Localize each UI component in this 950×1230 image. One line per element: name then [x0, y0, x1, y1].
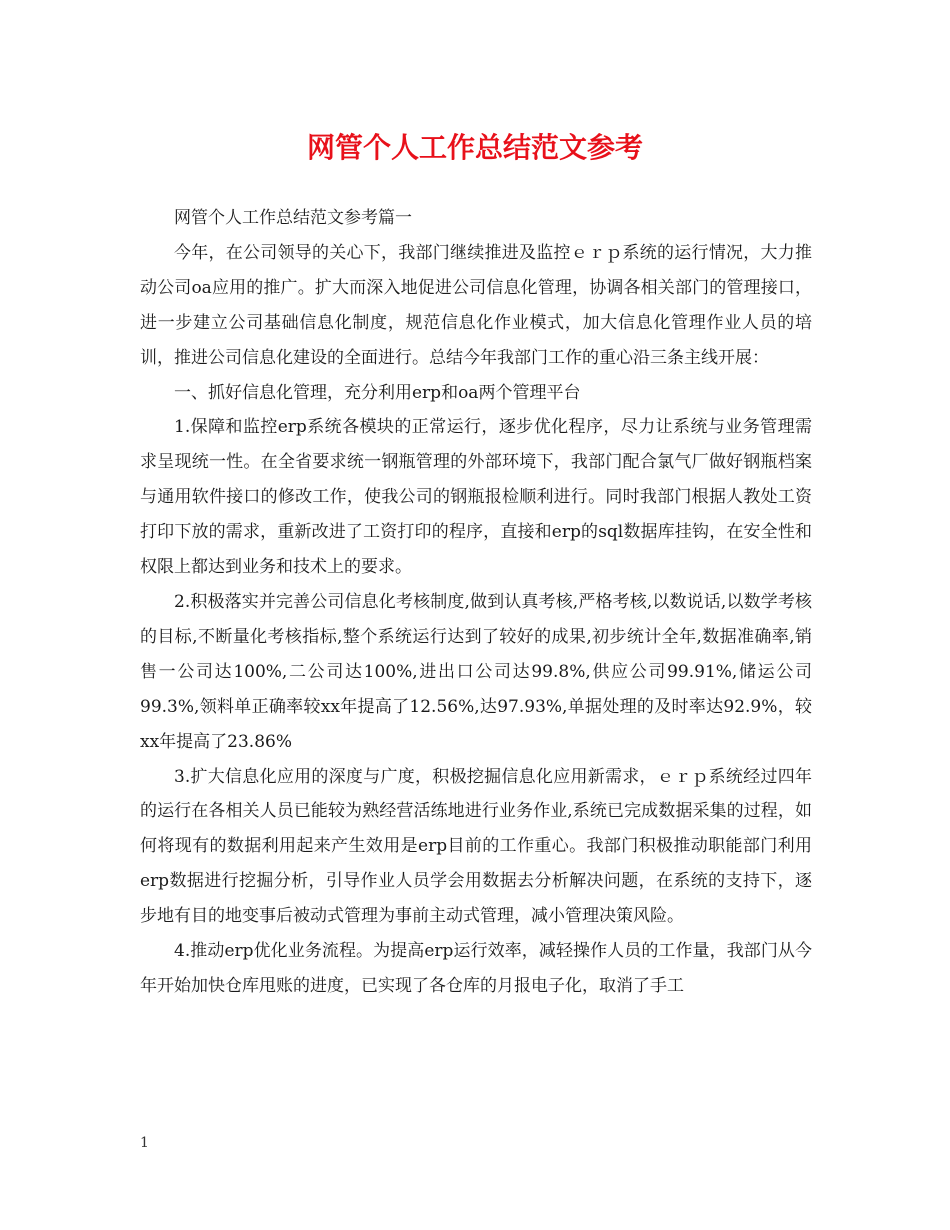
document-body: [140, 201, 812, 1004]
paragraph: 1.保障和监控erp系统各模块的正常运行，逐步优化程序，尽力让系统与业务管理需求呈现统一性。在全省要求统一钢瓶管理的外部环境下，我部门配合氯气厂做好钢瓶档案与通用软件接口的修改工作，使我公司的钢瓶报检顺利进行。同时我部门根据人教处工资打印下放的需求，重新改进了工资打印的程序，直接和erp的sql数据库挂钩，在安全性和权限上都达到业务和技术上的要求。: [140, 417, 812, 578]
document-title: 网管个人工作总结范文参考: [306, 131, 643, 164]
paragraph: 今年，在公司领导的关心下，我部门继续推进及监控ｅｒｐ系统的运行情况，大力推动公司oa应用的推广。扩大而深入地促进公司信息化管理，协调各相关部门的管理接口，进一步建立公司基础信息化制度，规范信息化作业模式，加大信息化管理作业人员的培训，推进公司信息化建设的全面进行。总结今年我部门工作的重心沿三条主线开展：: [140, 242, 812, 368]
section-heading: 一、抓好信息化管理，充分利用erp和oa两个管理平台: [174, 382, 581, 403]
paragraph: 3.扩大信息化应用的深度与广度，积极挖掘信息化应用新需求，ｅｒｐ系统经过四年的运行在各相关人员已能较为熟经营活练地进行业务作业,系统已完成数据采集的过程，如何将现有的数据利用起来产生效用是erp目前的工作重心。我部门积极推动职能部门利用erp数据进行挖掘分析，引导作业人员学会用数据去分析解决问题，在系统的支持下，逐步地有目的地变事后被动式管理为事前主动式管理，减小管理决策风险。: [140, 766, 812, 927]
paragraph: 2.积极落实并完善公司信息化考核制度,做到认真考核,严格考核,以数说话,以数学考核的目标,不断量化考核指标,整个系统运行达到了较好的成果,初步统计全年,数据准确率,销售一公司达100%,二公司达100%,进出口公司达99.8%,供应公司99.91%,储运公司99.3%,领料单正确率较xx年提高了12.56%,达97.93%,单据处理的及时率达92.9%，较xx年提高了23.86%: [140, 591, 812, 752]
paragraph: 4.推动erp优化业务流程。为提高erp运行效率，减轻操作人员的工作量，我部门从今年开始加快仓库甩账的进度，已实现了各仓库的月报电子化，取消了手工: [140, 941, 812, 996]
page-number: 1: [140, 1135, 149, 1151]
section-heading: 网管个人工作总结范文参考篇一: [174, 208, 412, 228]
